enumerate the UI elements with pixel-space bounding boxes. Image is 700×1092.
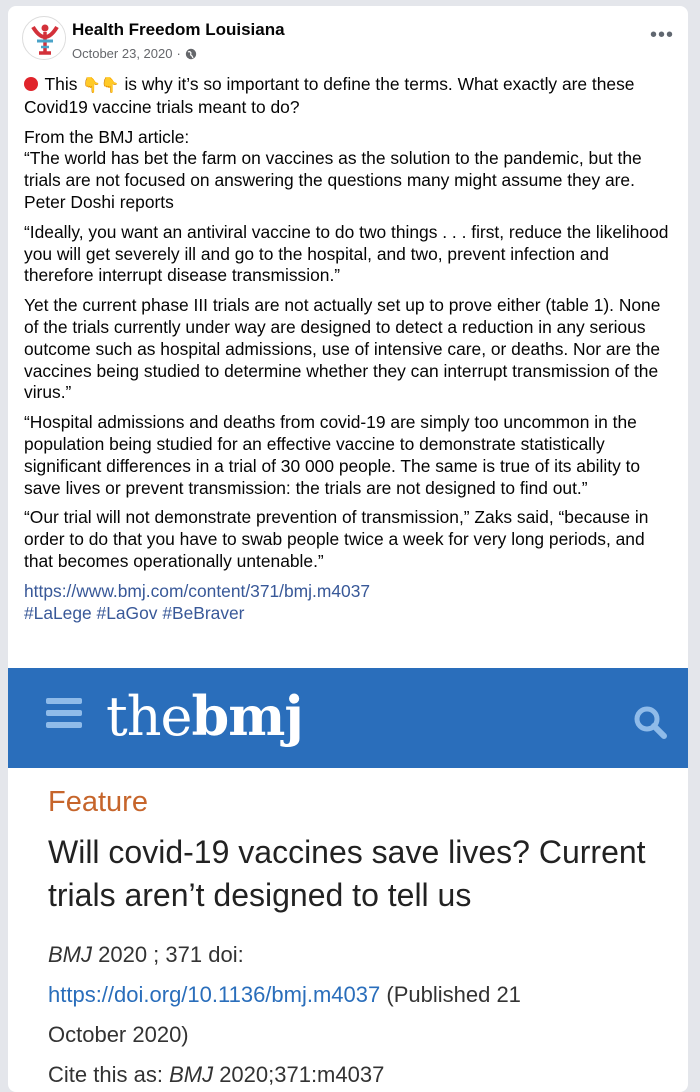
bmj-article-preview [48, 786, 678, 1092]
article-link[interactable]: https://www.bmj.com/content/371/bmj.m4037 [24, 580, 371, 601]
post-paragraph-4: Yet the current phase III trials are not actually set up to prove either (table 1). None of the trials currently under way are designed to detect a reduction in any serious outcome such as hospital admissions, use of intensive care, or deaths. Nor are the vaccines being studied to determine whether they can interrupt transmission of the virus.” [24, 295, 661, 403]
citation-line: BMJ 2020 ; 371 doi: [48, 942, 244, 967]
hashtag-bebraver[interactable]: #BeBraver [162, 602, 245, 623]
hashtag-lagov[interactable]: #LaGov [96, 602, 158, 623]
post-date[interactable]: October 23, 2020 [72, 46, 173, 61]
post-text [24, 74, 678, 632]
facebook-post [8, 6, 688, 1092]
post-paragraph-3: “Ideally, you want an antiviral vaccine to do two things . . . first, reduce the likelihood you will get severely ill and go to the hospital, and two, prevent infection and therefore interrupt disease transmission.” [24, 221, 669, 286]
post-paragraph-2: From the BMJ article: “The world has bet the farm on vaccines as the solution to the pandemic, but the trials are not focused on answering the questions many might assume they are. Peter Doshi reports [24, 126, 642, 212]
pointing-down-icon: 👇👇 [82, 77, 120, 94]
post-meta [72, 46, 197, 61]
post-paragraph-6: “Our trial will not demonstrate prevention of transmission,” Zaks said, “because in order to do that you have to swab people twice a week for very long periods, and that becomes operationally untenable.” [24, 507, 649, 571]
more-icon[interactable]: ••• [649, 24, 674, 46]
post-paragraph-1: This 👇👇 is why it’s so important to define the terms. What exactly are these Covid19 vaccine trials meant to do? [24, 74, 635, 117]
separator-dot: · [176, 46, 181, 61]
post-header [22, 16, 674, 68]
bmj-header-bar [8, 668, 688, 768]
published-date: October 2020) [48, 1022, 189, 1047]
search-icon[interactable] [632, 704, 668, 740]
post-paragraph-5: “Hospital admissions and deaths from covid-19 are simply too uncommon in the population being studied for an effective vaccine to demonstrate statistically significant differences in a trial of 30 000 people. The same is true of its ability to save lives or prevent transmission: the trials are not designed to find out.” [24, 412, 641, 498]
health-freedom-logo-icon [23, 17, 66, 60]
page-name[interactable]: Health Freedom Louisiana [72, 20, 285, 39]
cite-this-as: Cite this as: BMJ 2020;371:m4037 [48, 1062, 385, 1087]
hashtag-lalege[interactable]: #LaLege [24, 602, 92, 623]
hamburger-menu-icon[interactable] [46, 698, 82, 732]
red-circle-icon [24, 77, 38, 91]
doi-line: https://doi.org/10.1136/bmj.m4037 (Published 21 [48, 982, 521, 1007]
article-title[interactable]: Will covid-19 vaccines save lives? Current trials aren’t designed to tell us [48, 834, 646, 913]
article-section: Feature [48, 786, 148, 818]
doi-link[interactable]: https://doi.org/10.1136/bmj.m4037 [48, 982, 381, 1007]
bmj-logo[interactable]: thebmj [106, 684, 303, 748]
post-links [24, 581, 678, 625]
globe-icon [185, 48, 197, 60]
avatar[interactable] [22, 16, 66, 60]
